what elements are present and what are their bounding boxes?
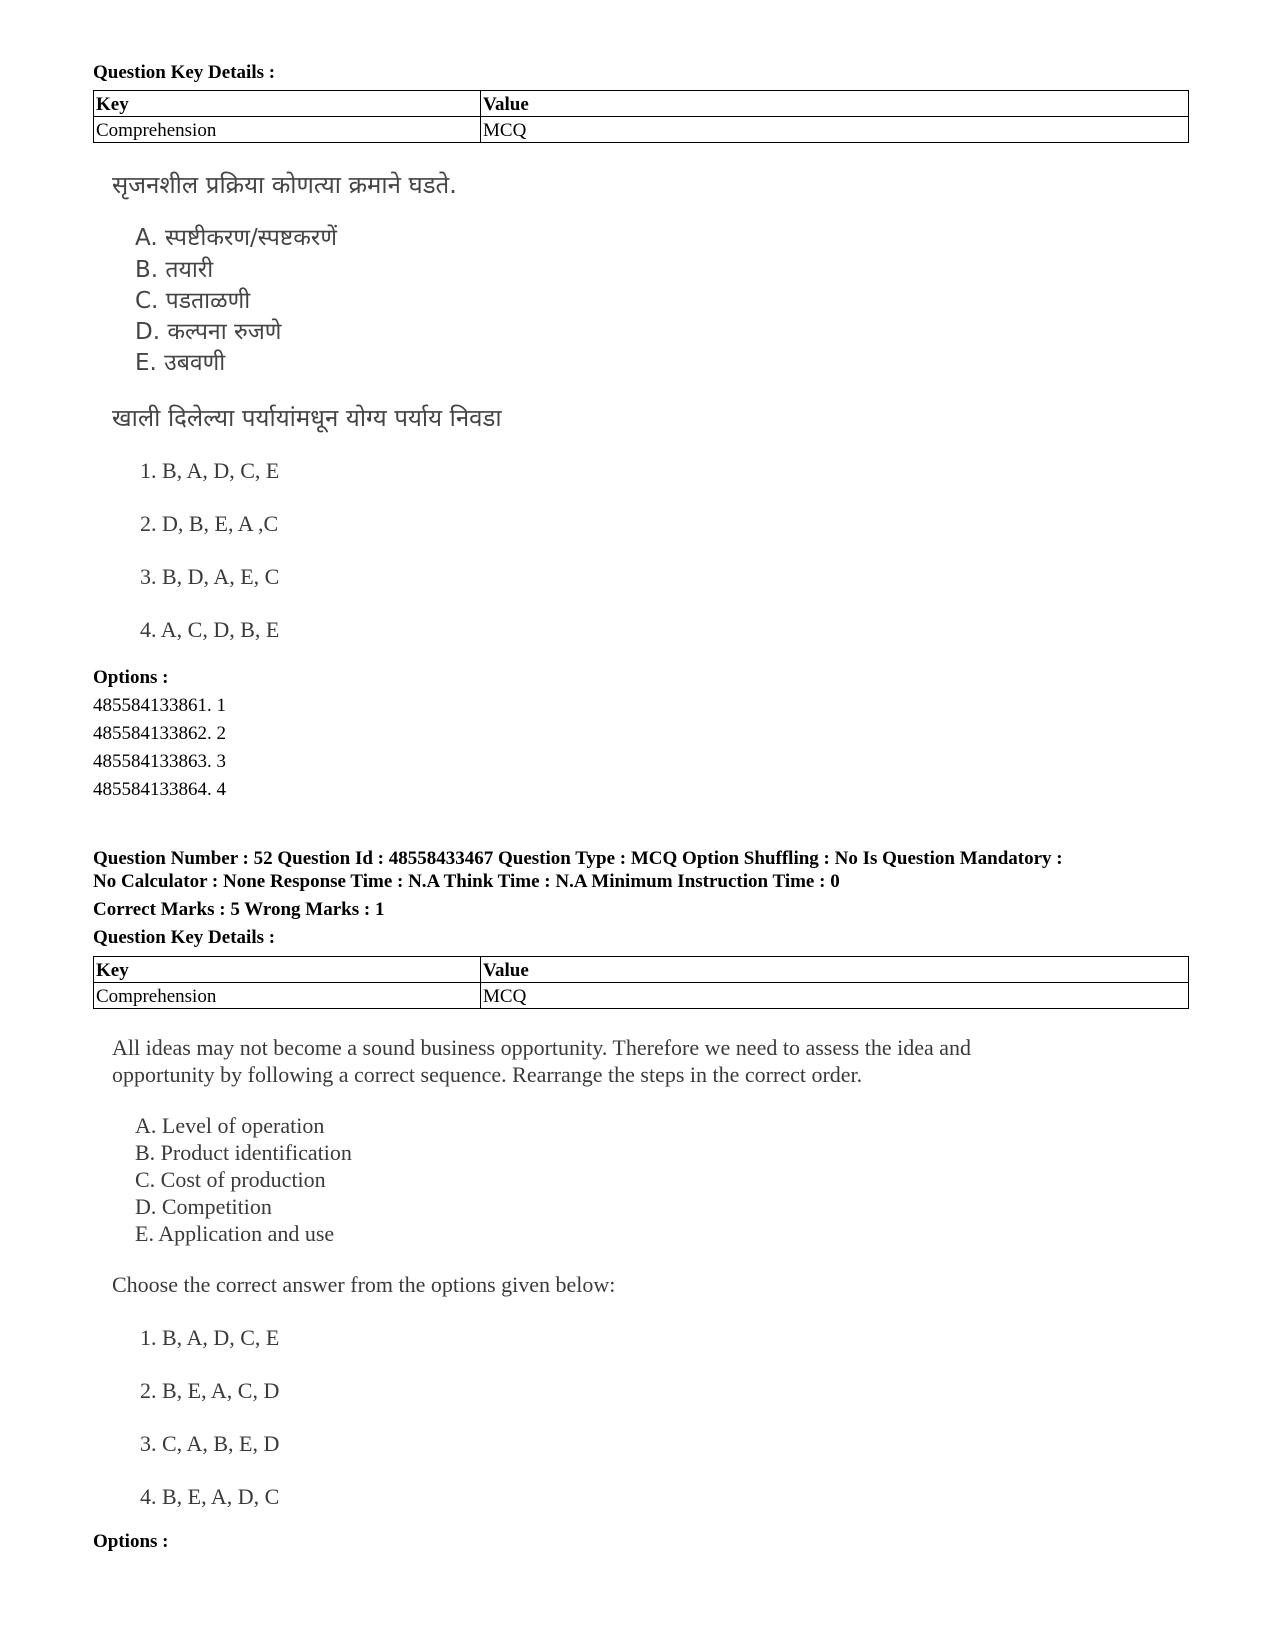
table-header-row [94, 957, 1189, 983]
list-item: B. तयारी [135, 257, 214, 283]
answer-choice: 2. B, E, A, C, D [140, 1378, 280, 1403]
answer-choice: 1. B, A, D, C, E [140, 1325, 280, 1350]
answer-choice: 4. A, C, D, B, E [140, 617, 280, 642]
q52-question-line-1: All ideas may not become a sound business opportunity. Therefore we need to assess the idea and [112, 1035, 971, 1060]
list-item: D. कल्पना रुजणे [135, 319, 282, 345]
list-item: C. Cost of production [135, 1167, 326, 1192]
table-header-key: Key [94, 957, 481, 983]
table-cell-value: MCQ [481, 983, 1189, 1009]
q52-meta-line-1: Question Number : 52 Question Id : 48558433467 Question Type : MCQ Option Shuffling : No Is Question Mandatory : [93, 848, 1063, 869]
q51-question-text: सृजनशील प्रक्रिया कोणत्या क्रमाने घडते. [112, 171, 457, 199]
table-header-row [94, 91, 1189, 117]
q52-options-label: Options : [93, 1531, 169, 1552]
table-row [94, 117, 1189, 143]
q52-question-line-2: opportunity by following a correct sequence. Rearrange the steps in the correct order. [112, 1062, 863, 1087]
answer-choice: 4. B, E, A, D, C [140, 1484, 280, 1509]
option-row: 485584133863. 3 [93, 751, 226, 772]
option-row: 485584133861. 1 [93, 695, 226, 716]
list-item: D. Competition [135, 1194, 272, 1219]
q51-choose-text: खाली दिलेल्या पर्यायांमधून योग्य पर्याय निवडा [112, 404, 502, 432]
answer-choice: 2. D, B, E, A ,C [140, 511, 279, 536]
table-cell-key: Comprehension [94, 983, 481, 1009]
list-item: E. उबवणी [135, 350, 226, 376]
list-item: E. Application and use [135, 1221, 335, 1246]
list-item: B. Product identification [135, 1140, 352, 1165]
table-header-value: Value [481, 91, 1189, 117]
answer-choice: 1. B, A, D, C, E [140, 458, 280, 483]
q51-key-details-label: Question Key Details : [93, 62, 276, 83]
table-cell-value: MCQ [481, 117, 1189, 143]
answer-choice: 3. B, D, A, E, C [140, 564, 280, 589]
q52-key-details-table [93, 956, 1189, 1009]
list-item: C. पडताळणी [135, 288, 251, 314]
table-header-key: Key [94, 91, 481, 117]
table-cell-key: Comprehension [94, 117, 481, 143]
q52-meta-line-2: No Calculator : None Response Time : N.A Think Time : N.A Minimum Instruction Time : 0 [93, 871, 840, 892]
table-row [94, 983, 1189, 1009]
q52-choose-text: Choose the correct answer from the options given below: [112, 1272, 616, 1297]
option-row: 485584133864. 4 [93, 779, 226, 800]
q51-key-details-table [93, 90, 1189, 143]
q52-marks-line: Correct Marks : 5 Wrong Marks : 1 [93, 899, 385, 920]
option-row: 485584133862. 2 [93, 723, 226, 744]
list-item: A. स्पष्टीकरण/स्पष्टकरणें [135, 225, 337, 251]
answer-choice: 3. C, A, B, E, D [140, 1431, 280, 1456]
list-item: A. Level of operation [135, 1113, 325, 1138]
table-header-value: Value [481, 957, 1189, 983]
q51-options-label: Options : [93, 667, 169, 688]
q52-key-details-label: Question Key Details : [93, 927, 276, 948]
